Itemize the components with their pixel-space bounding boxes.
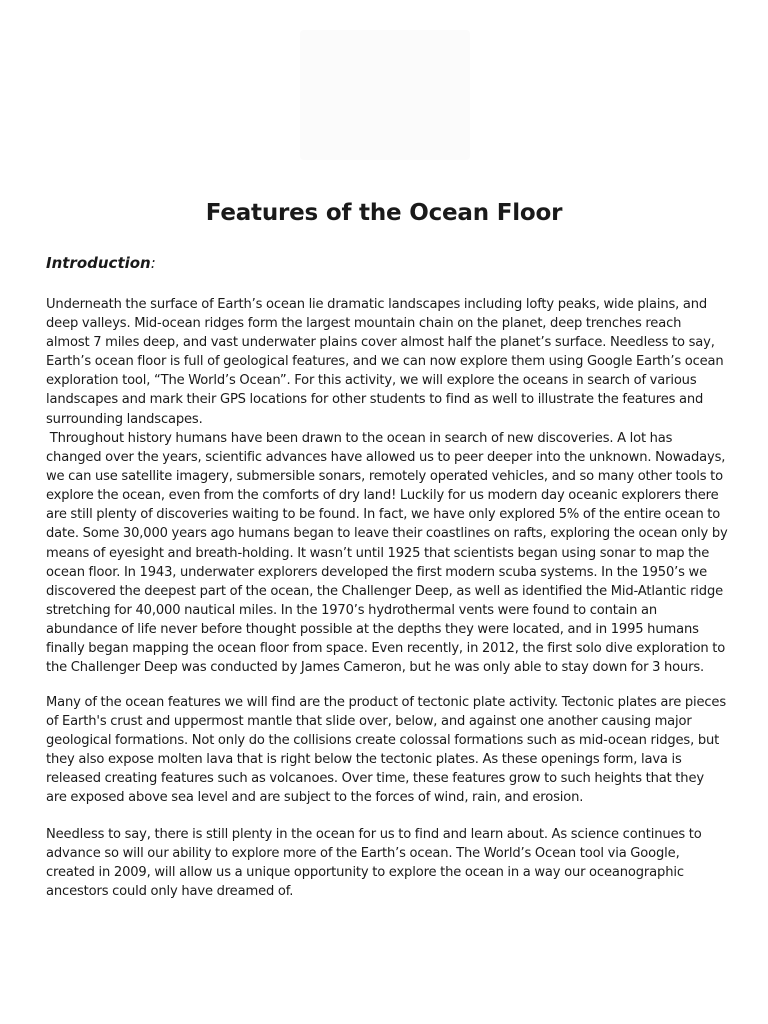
document-title: Features of the Ocean Floor: [205, 200, 563, 226]
section-heading: [46, 254, 156, 272]
paragraph-2: Throughout history humans have been drawn to the ocean in search of new discoveries. A lot has changed over the years, scientific advances have allowed us to peer deeper into the unknown. Nowadays, we can use satellite imagery, submersible sonars, remotely operated vehicles, and so many other tools to explore the ocean, even from the comforts of dry land! Luckily for us modern day oceanic explorers there are still plenty of discoveries waiting to be found. In fact, we have only explored 5% of the entire ocean to date. Some 30,000 years ago humans began to leave their coastlines on rafts, exploring the ocean only by means of eyesight and breath-holding. It wasn’t until 1925 that scientists began using sonar to map the ocean floor. In 1943, underwater explorers developed the first modern scuba systems. In the 1950’s we discovered the deepest part of the ocean, the Challenger Deep, as well as identified the Mid-Atlantic ridge stretching for 40,000 nautical miles. In the 1970’s hydrothermal vents were found to contain an abundance of life never before thought possible at the depths they were located, and in 1995 humans finally began mapping the ocean floor from space. Even recently, in 2012, the first solo dive exploration to the Challenger Deep was conducted by James Cameron, but he was only able to stay down for 3 hours.: [46, 431, 732, 676]
section-heading-colon: :: [150, 254, 156, 272]
paragraph-3: Many of the ocean features we will find are the product of tectonic plate activity. Tectonic plates are pieces of Earth's crust and uppermost mantle that slide over, below, and against one another causing major geological formations. Not only do the collisions create colossal formations such as mid-ocean ridges, but they also expose molten lava that is right below the tectonic plates. As these openings form, lava is released creating features such as volcanoes. Over time, these features grow to such heights that they are exposed above sea level and are subject to the forces of wind, rain, and erosion.: [46, 695, 727, 806]
paragraph-4: Needless to say, there is still plenty in the ocean for us to find and learn about. As science continues to advance so will our ability to explore more of the Earth’s ocean. The World’s Ocean tool via Google, created in 2009, will allow us a unique opportunity to explore the ocean in a way our oceanographic ancestors could only have dreamed of.: [46, 827, 702, 900]
section-heading-text: Introduction: [46, 254, 151, 272]
faint-logo-image: [300, 30, 470, 160]
paragraph-1: Underneath the surface of Earth’s ocean lie dramatic landscapes including lofty peaks, wide plains, and deep valleys. Mid-ocean ridges form the largest mountain chain on the planet, deep trenches reach almost 7 miles deep, and vast underwater plains cover almost half the planet’s surface. Needless to say, Earth’s ocean floor is full of geological features, and we can now explore them using Google Earth’s ocean exploration tool, “The World’s Ocean”. For this activity, we will explore the oceans in search of various landscapes and mark their GPS locations for other students to find as well to illustrate the features and surrounding landscapes.: [46, 297, 724, 427]
